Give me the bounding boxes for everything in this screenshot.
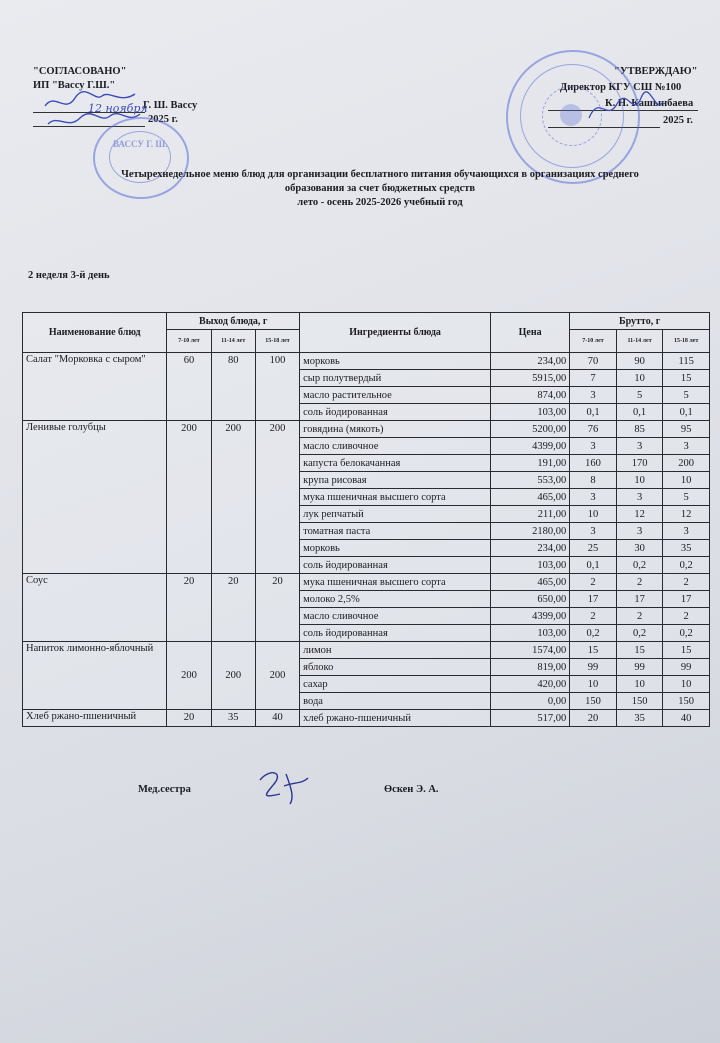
dish-name: Салат "Морковка с сыром": [23, 353, 167, 421]
approval-left-title: "СОГЛАСОВАНО": [33, 66, 127, 77]
dish-name: Хлеб ржано-пшеничный: [23, 710, 167, 727]
ingredient-name: мука пшеничная высшего сорта: [300, 574, 491, 591]
gross-age-1: 10: [570, 676, 617, 693]
gross-age-3: 40: [663, 710, 710, 727]
gross-age-3: 2: [663, 608, 710, 625]
ingredient-price: 211,00: [491, 506, 570, 523]
ingredient-price: 819,00: [491, 659, 570, 676]
dish-output-2: 200: [211, 642, 255, 710]
approval-right-position: Директор КГУ СШ №100: [560, 82, 682, 93]
week-day-label: 2 неделя 3-й день: [28, 270, 110, 281]
header-gross-age-1: 7-10 лет: [570, 330, 617, 353]
dish-output-3: 100: [255, 353, 299, 421]
ingredient-name: лук репчатый: [300, 506, 491, 523]
approval-left-name: Г. Ш. Вассу: [143, 100, 198, 111]
gross-age-1: 0,1: [570, 404, 617, 421]
gross-age-3: 0,1: [663, 404, 710, 421]
gross-age-2: 3: [616, 489, 663, 506]
dish-output-3: 200: [255, 421, 299, 574]
ingredient-name: масло растительное: [300, 387, 491, 404]
approval-right-title: "УТВЕРЖДАЮ": [614, 66, 698, 77]
gross-age-2: 85: [616, 421, 663, 438]
title-line-3: лето - осень 2025-2026 учебный год: [297, 197, 463, 208]
header-output-age-2: 11-14 лет: [211, 330, 255, 353]
header-price: Цена: [491, 313, 570, 353]
header-output-age-1: 7-10 лет: [167, 330, 211, 353]
gross-age-1: 3: [570, 438, 617, 455]
gross-age-3: 3: [663, 438, 710, 455]
gross-age-2: 3: [616, 523, 663, 540]
ingredient-price: 2180,00: [491, 523, 570, 540]
table-row: [23, 710, 710, 727]
ingredient-price: 0,00: [491, 693, 570, 710]
ingredient-name: вода: [300, 693, 491, 710]
gross-age-1: 20: [570, 710, 617, 727]
gross-age-1: 2: [570, 608, 617, 625]
gross-age-1: 150: [570, 693, 617, 710]
gross-age-2: 5: [616, 387, 663, 404]
gross-age-1: 160: [570, 455, 617, 472]
gross-age-3: 10: [663, 472, 710, 489]
gross-age-3: 200: [663, 455, 710, 472]
gross-age-2: 35: [616, 710, 663, 727]
gross-age-1: 8: [570, 472, 617, 489]
left-handwritten-date: 12 ноября: [88, 102, 148, 115]
gross-age-2: 12: [616, 506, 663, 523]
header-gross: Брутто, г: [570, 313, 710, 330]
dish-output-2: 35: [211, 710, 255, 727]
dish-output-3: 40: [255, 710, 299, 727]
header-dish: Наименование блюд: [23, 313, 167, 353]
gross-age-2: 10: [616, 472, 663, 489]
ingredient-price: 234,00: [491, 540, 570, 557]
gross-age-3: 35: [663, 540, 710, 557]
ingredient-price: 234,00: [491, 353, 570, 370]
gross-age-1: 17: [570, 591, 617, 608]
approval-right-date-suffix: 2025 г.: [663, 115, 693, 126]
gross-age-3: 17: [663, 591, 710, 608]
gross-age-1: 0,1: [570, 557, 617, 574]
ingredient-price: 103,00: [491, 557, 570, 574]
ingredient-price: 5915,00: [491, 370, 570, 387]
ingredient-price: 1574,00: [491, 642, 570, 659]
gross-age-2: 170: [616, 455, 663, 472]
gross-age-2: 99: [616, 659, 663, 676]
ingredient-name: яблоко: [300, 659, 491, 676]
gross-age-3: 0,2: [663, 557, 710, 574]
gross-age-2: 3: [616, 438, 663, 455]
dish-output-1: 200: [167, 421, 211, 574]
dish-output-1: 60: [167, 353, 211, 421]
ingredient-name: соль йодированная: [300, 625, 491, 642]
footer-role: Мед.сестра: [138, 784, 191, 795]
ingredient-price: 5200,00: [491, 421, 570, 438]
ingredient-price: 4399,00: [491, 438, 570, 455]
document-title: [60, 168, 700, 210]
ingredient-price: 553,00: [491, 472, 570, 489]
ingredient-name: сахар: [300, 676, 491, 693]
header-gross-age-3: 15-18 лет: [663, 330, 710, 353]
gross-age-1: 10: [570, 506, 617, 523]
dish-output-1: 200: [167, 642, 211, 710]
ingredient-price: 874,00: [491, 387, 570, 404]
gross-age-1: 0,2: [570, 625, 617, 642]
gross-age-2: 2: [616, 608, 663, 625]
ingredient-price: 465,00: [491, 489, 570, 506]
ingredient-price: 465,00: [491, 574, 570, 591]
header-gross-age-2: 11-14 лет: [616, 330, 663, 353]
gross-age-2: 30: [616, 540, 663, 557]
ingredient-price: 4399,00: [491, 608, 570, 625]
gross-age-3: 150: [663, 693, 710, 710]
gross-age-3: 3: [663, 523, 710, 540]
footer-name: Өскен Э. А.: [384, 784, 439, 795]
menu-table-body: [23, 353, 710, 727]
header-ingredients: Ингредиенты блюда: [300, 313, 491, 353]
ingredient-name: масло сливочное: [300, 608, 491, 625]
gross-age-1: 25: [570, 540, 617, 557]
gross-age-2: 17: [616, 591, 663, 608]
gross-age-2: 10: [616, 676, 663, 693]
gross-age-3: 99: [663, 659, 710, 676]
dish-name: Ленивые голубцы: [23, 421, 167, 574]
gross-age-1: 3: [570, 523, 617, 540]
gross-age-2: 0,2: [616, 625, 663, 642]
ingredient-name: хлеб ржано-пшеничный: [300, 710, 491, 727]
gross-age-1: 15: [570, 642, 617, 659]
gross-age-3: 115: [663, 353, 710, 370]
dish-name: Соус: [23, 574, 167, 642]
dish-name: Напиток лимонно-яблочный: [23, 642, 167, 710]
dish-output-1: 20: [167, 710, 211, 727]
table-row: [23, 642, 710, 659]
table-row: [23, 353, 710, 370]
ingredient-name: томатная паста: [300, 523, 491, 540]
right-handwritten-signature: [585, 88, 665, 128]
ingredient-price: 103,00: [491, 625, 570, 642]
ingredient-price: 650,00: [491, 591, 570, 608]
gross-age-1: 70: [570, 353, 617, 370]
header-output: Выход блюда, г: [167, 313, 300, 330]
ingredient-price: 103,00: [491, 404, 570, 421]
gross-age-3: 15: [663, 642, 710, 659]
dish-output-3: 200: [255, 642, 299, 710]
gross-age-3: 5: [663, 489, 710, 506]
ingredient-name: лимон: [300, 642, 491, 659]
approval-left-date-suffix: 2025 г.: [148, 114, 178, 125]
approval-left-org: ИП "Вассу Г.Ш.": [33, 80, 116, 91]
ingredient-name: морковь: [300, 353, 491, 370]
ingredient-name: мука пшеничная высшего сорта: [300, 489, 491, 506]
gross-age-1: 2: [570, 574, 617, 591]
gross-age-3: 5: [663, 387, 710, 404]
gross-age-1: 3: [570, 489, 617, 506]
gross-age-2: 0,1: [616, 404, 663, 421]
gross-age-1: 3: [570, 387, 617, 404]
ingredient-name: капуста белокачанная: [300, 455, 491, 472]
gross-age-3: 12: [663, 506, 710, 523]
ingredient-name: масло сливочное: [300, 438, 491, 455]
ingredient-name: молоко 2,5%: [300, 591, 491, 608]
ingredient-price: 420,00: [491, 676, 570, 693]
gross-age-3: 10: [663, 676, 710, 693]
dish-output-3: 20: [255, 574, 299, 642]
table-row: [23, 574, 710, 591]
dish-output-2: 80: [211, 353, 255, 421]
ingredient-name: соль йодированная: [300, 557, 491, 574]
gross-age-3: 2: [663, 574, 710, 591]
ingredient-price: 191,00: [491, 455, 570, 472]
dish-output-1: 20: [167, 574, 211, 642]
approval-right-name: К. Н. Кашынбаева: [605, 98, 694, 109]
table-row: [23, 421, 710, 438]
menu-table: [22, 312, 710, 727]
ingredient-name: соль йодированная: [300, 404, 491, 421]
title-line-2: образования за счет бюджетных средств: [284, 183, 476, 194]
gross-age-2: 150: [616, 693, 663, 710]
gross-age-2: 2: [616, 574, 663, 591]
footer-signature: [250, 764, 320, 806]
gross-age-1: 76: [570, 421, 617, 438]
gross-age-3: 15: [663, 370, 710, 387]
dish-output-2: 20: [211, 574, 255, 642]
gross-age-3: 95: [663, 421, 710, 438]
ingredient-name: говядина (мякоть): [300, 421, 491, 438]
title-line-1: Четырехнедельное меню блюд для организации бесплатного питания обучающихся в организациях среднего: [121, 169, 639, 180]
ingredient-price: 517,00: [491, 710, 570, 727]
gross-age-2: 10: [616, 370, 663, 387]
gross-age-2: 15: [616, 642, 663, 659]
dish-output-2: 200: [211, 421, 255, 574]
ingredient-name: крупа рисовая: [300, 472, 491, 489]
ingredient-name: морковь: [300, 540, 491, 557]
gross-age-2: 0,2: [616, 557, 663, 574]
ingredient-name: сыр полутвердый: [300, 370, 491, 387]
gross-age-1: 7: [570, 370, 617, 387]
gross-age-3: 0,2: [663, 625, 710, 642]
gross-age-1: 99: [570, 659, 617, 676]
left-stamp-text: ВАССУ Г. Ш.: [113, 139, 168, 149]
header-output-age-3: 15-18 лет: [255, 330, 299, 353]
gross-age-2: 90: [616, 353, 663, 370]
